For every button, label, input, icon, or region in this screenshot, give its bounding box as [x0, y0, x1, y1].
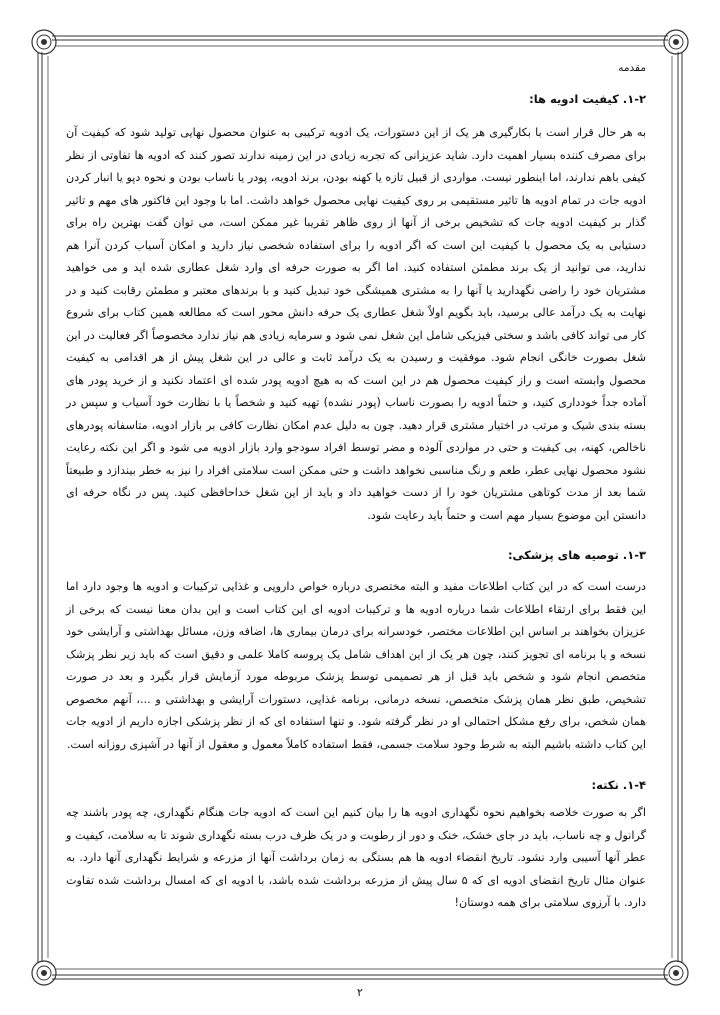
section-title-spice-quality: ۱-۲. کیفیت ادویه ها: [529, 92, 646, 106]
page-number: ۲ [357, 986, 363, 999]
section-body-note: اگر به صورت خلاصه بخواهیم نحوه نگهداری ادویه ها را بیان کنیم این است که ادویه جات هنگام نگهداری، چه پودر باشند چه گرانول و چه ناساب، باید در جای خشک، خنک و دور از رطوبت و در یک ظرف درب بسته نگهداری شوند تا به سلامت، کیفیت و عطر آنها آسیبی وارد نشود. تاریخ انقضاء ادویه ها هم بستگی به زمان برداشت آنها از مزرعه و شرایط نگهداری آنها دارد. به عنوان مثال تاریخ انقضای ادویه ای که ۵ سال پیش از مزرعه برداشت شده باشد، با ادویه ای که امسال برداشت شده تفاوت دارد. با آرزوی سلامتی برای همه دوستان! [66, 806, 646, 909]
running-head: مقدمه [618, 62, 646, 74]
section-title-medical-advice: ۱-۳. توصیه های پزشکی: [507, 548, 646, 562]
section-body-spice-quality: به هر حال قرار است با بکارگیری هر یک از این دستورات، یک ادویه ترکیبی به عنوان محصول نهایی تولید شود که کیفیت آن برای مصرف کننده بسیار اهمیت دارد. شاید عزیزانی که تجربه زیادی در این زمینه ندارند تصور کنند که ادویه ها تفاوتی از نظر کیفی باهم ندارند، اما اینطور نیست. مواردی از قبیل تازه یا کهنه بودن، برند ادویه، پودر یا ناساب بودن و نحوه دپو یا انبار کردن ادویه جات در تمام ادویه ها تاثیر مستقیمی بر روی کیفیت نهایی محصول خواهد داشت. اما با وجود این فاکتور های مهم و تاثیر گذار بر کیفیت ادویه جات که تشخیص برخی از آنها از روی ظاهر تقریبا غیر ممکن است، می توان گفت بهترین راه برای دستیابی به یک محصول با کیفیت این است که اگر ادویه را برای استفاده شخصی نیاز دارید و امکان آسیاب کردن آنرا هم ندارید، می توانید از یک برند مطمئن استفاده کنید. اما اگر به صورت حرفه ای وارد شغل عطاری شده اید و می خواهید مشتریان خود را راضی نگهدارید یا آنها را به مشتری همیشگی خود تبدیل کنید و با برندهای معتبر و مطمئن رقابت کنید و در نهایت به یک درآمد عالی برسید، باید بگویم اولاً شغل عطاری یک حرفه دانش محور است که مطالعه همین کتاب برای شروع کار می تواند کافی باشد و سختی فیزیکی شامل این شغل نمی شود و سرمایه زیادی هم نیاز ندارد مخصوصاً اگر فعالیت در این شغل بصورت خانگی انجام شود. موفقیت و رسیدن به یک درآمد ثابت و عالی در این شغل پیش از هر اقدامی به کیفیت محصول وابسته است و راز کیفیت محصول هم در این است که به هیچ ادویه پودر شده ای اعتماد نکنید و از خرید پودر های آماده جداً خودداری کنید، و حتماً ادویه را بصورت ناساب (پودر نشده) تهیه کنید و شخصاً یا با نظارت خود آسیاب و سپس در بسته بندی شیک و مرتب در اختیار مشتری قرار دهید. چون به دلیل عدم امکان نظارت کافی بر بازار ادویه، متاسفانه پودرهای ناخالص، کهنه، بی کیفیت و حتی در مواردی آلوده و مضر توسط افراد سودجو وارد بازار ادویه می شود و اگر این نکته رعایت نشود محصول نهایی عطر، طعم و رنگ مناسبی نخواهد داشت و حتی ممکن است سلامتی افراد را نیز به خطر بیندازد و طبیعتاً شما بعد از مدت کوتاهی مشتریان خود را از دست خواهید داد و باید از این شغل خداحافظی کنید. پس در نگاه حرفه ای دانستن این موضوع بسیار مهم است و حتماً باید رعایت شود. [66, 126, 646, 522]
section-title-note: ۱-۴. نکته: [591, 778, 646, 792]
section-body-medical-advice: درست است که در این کتاب اطلاعات مفید و البته مختصری درباره خواص دارویی و غذایی ترکیبات و ادویه ها وجود دارد اما این فقط برای ارتقاء اطلاعات شما درباره ادویه ها و ترکیبات ادویه ای این کتاب است و این بدان معنا نیست که برخی از عزیزان بخواهند بر اساس این اطلاعات مختصر، خودسرانه برای درمان بیماری ها، اضافه وزن، مسائل بهداشتی و آرایشی خود نسخه و یا برنامه ای تجویز کنند، چون هر یک از این اهداف شامل یک پروسه کاملا علمی و دقیق است که باید زیر نظر پزشک متخصص انجام شود و شخص باید قبل از هر تصمیمی توسط پزشک مربوطه مورد آزمایش قرار بگیرد و بعد در صورت تشخیص، طبق نظر همان پزشک متخصص، نسخه درمانی، برنامه غذایی، دستورات آرایشی و بهداشتی و ...، آنهم مخصوص همان شخص، برای رفع مشکل احتمالی او در نظر گرفته شود. و تنها استفاده ای که از نظر پزشکی اجازه داریم از ادویه جات این کتاب داشته باشیم البته به شرط وجود سلامت جسمی، فقط استفاده کاملاً معمول و معقول از آنها در آشپزی روزانه است. [66, 580, 646, 751]
